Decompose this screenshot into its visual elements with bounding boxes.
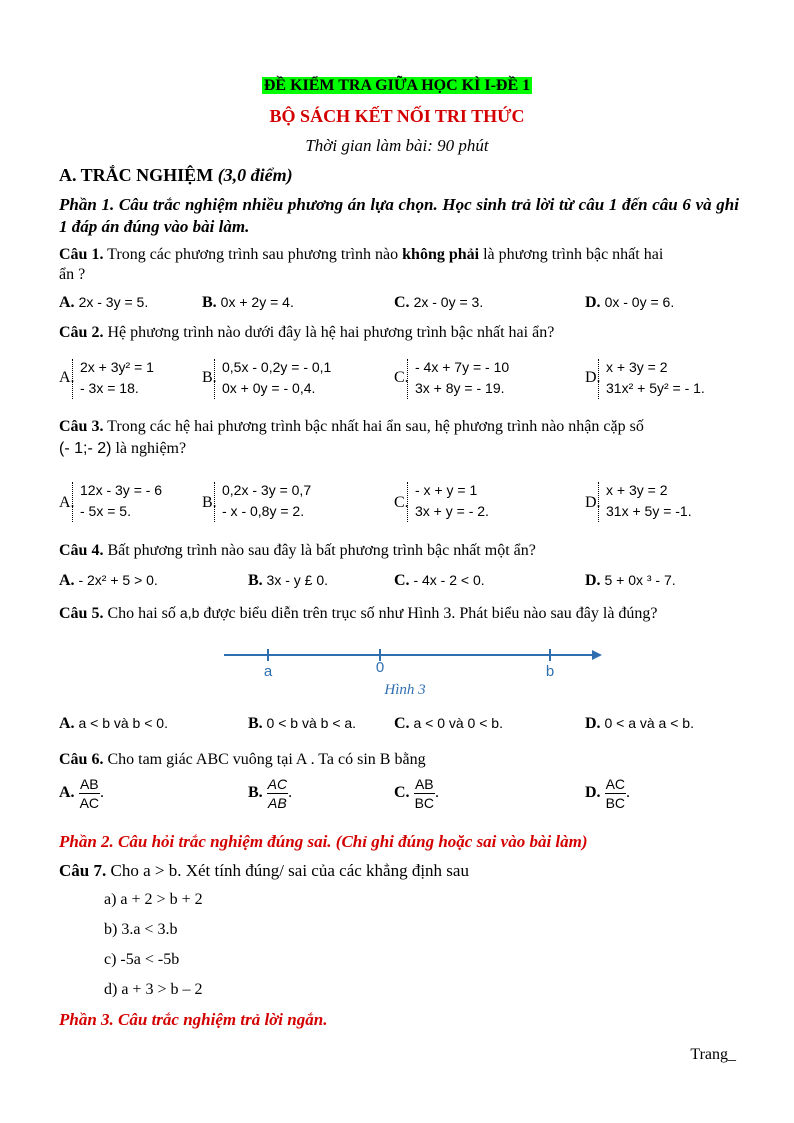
part3-heading: Phần 3. Câu trắc nghiệm trả lời ngắn. — [59, 1010, 328, 1029]
q1-line2: ẩn ? — [59, 266, 86, 283]
q3-line2: (- 1;- 2) là nghiệm? — [59, 440, 187, 457]
q4-option-b[interactable]: B. 3x - y £ 0. — [248, 572, 329, 589]
q6-text: Câu 6. Cho tam giác ABC vuông tại A . Ta có sin B bằng — [59, 751, 426, 768]
q5-option-c[interactable]: C. a < 0 và 0 < b. — [394, 715, 503, 732]
q3-option-c-system: - x + y = 1 3x + y = - 2. — [407, 480, 489, 522]
q3-option-b-system: 0,2x - 3y = 0,7 - x - 0,8y = 2. — [214, 480, 311, 522]
q4-text: Câu 4. Bất phương trình nào sau đây là bất phương trình bậc nhất một ẩn? — [59, 542, 536, 559]
q7-item-c: c) -5a < -5b — [104, 951, 180, 968]
q2-option-c-system: - 4x + 7y = - 10 3x + 8y = - 19. — [407, 357, 509, 399]
number-line-arrow — [592, 650, 602, 660]
q7-item-b: b) 3.a < 3.b — [104, 921, 178, 938]
q4-option-c[interactable]: C. - 4x - 2 < 0. — [394, 572, 485, 589]
label-a: a — [263, 663, 273, 680]
exam-time: Thời gian làm bài: 90 phút — [305, 136, 489, 155]
part2-heading: Phần 2. Câu hỏi trắc nghiệm đúng sai. (Chỉ ghi đúng hoặc sai vào bài làm) — [59, 832, 588, 851]
q3-option-a-system: 12x - 3y = - 6 - 5x = 5. — [72, 480, 162, 522]
q7-text: Câu 7. Cho a > b. Xét tính đúng/ sai của các khẳng định sau — [59, 861, 469, 880]
q2-text: Câu 2. Hệ phương trình nào dưới đây là hệ hai phương trình bậc nhất hai ẩn? — [59, 324, 555, 341]
q1-line1: Câu 1. Trong các phương trình sau phương trình nào không phải là phương trình bậc nhất hai — [59, 246, 664, 263]
q5-option-d[interactable]: D. 0 < a và a < b. — [585, 715, 694, 732]
q5-option-a[interactable]: A. a < b và b < 0. — [59, 715, 168, 732]
exam-subtitle: BỘ SÁCH KẾT NỐI TRI THỨC — [269, 106, 525, 126]
q6-option-a[interactable]: A. $\frac{AB}{AC}$ . — [59, 776, 105, 811]
q5-option-b[interactable]: B. 0 < b và b < a. — [248, 715, 357, 732]
q7-item-a: a) a + 2 > b + 2 — [104, 891, 203, 908]
q3-option-d-system: x + 3y = 2 31x + 5y = -1. — [598, 480, 692, 522]
q1-option-d[interactable]: D. 0x - 0y = 6. — [585, 294, 675, 311]
q3-option-c-label[interactable]: C. — [394, 494, 409, 511]
q3-option-a-label[interactable]: A. — [59, 494, 75, 511]
q2-option-d-system: x + 3y = 2 31x² + 5y² = - 1. — [598, 357, 705, 399]
page-footer: Trang_ — [690, 1046, 736, 1063]
q3-option-d-label[interactable]: D. — [585, 494, 601, 511]
part1-heading: Phần 1. Câu trắc nghiệm nhiều phương án lựa chọn. Học sinh trả lời từ câu 1 đến câu 6 và ghi 1 đáp án đúng vào bài làm. — [59, 195, 739, 236]
q3-line1: Câu 3. Trong các hệ hai phương trình bậc nhất hai ẩn sau, hệ phương trình nào nhận cặp số — [59, 418, 644, 435]
exam-title: ĐỀ KIỂM TRA GIỮA HỌC KÌ I-ĐỀ 1 — [263, 77, 531, 94]
q1-option-c[interactable]: C. 2x - 0y = 3. — [394, 294, 484, 311]
q4-option-d[interactable]: D. 5 + 0x ³ - 7. — [585, 572, 676, 589]
section-a-heading: A. TRẮC NGHIỆM (3,0 điểm) — [59, 165, 293, 185]
q6-option-d[interactable]: D. $\frac{AC}{BC}$ . — [585, 776, 631, 811]
q2-option-a-label[interactable]: A. — [59, 369, 75, 386]
label-zero: 0 — [375, 659, 385, 676]
figure-caption: Hình 3 — [384, 682, 426, 698]
q5-text: Câu 5. Cho hai số a,b được biểu diễn trên trục số như Hình 3. Phát biểu nào sau đây là đúng? — [59, 605, 658, 622]
q2-option-a-system: 2x + 3y² = 1 - 3x = 18. — [72, 357, 154, 399]
number-line-figure — [220, 645, 605, 700]
q7-item-d: d) a + 3 > b – 2 — [104, 981, 203, 998]
q4-option-a[interactable]: A. - 2x² + 5 > 0. — [59, 572, 158, 589]
label-b: b — [545, 663, 555, 680]
q2-option-d-label[interactable]: D. — [585, 369, 601, 386]
q1-option-a[interactable]: A. 2x - 3y = 5. — [59, 294, 149, 311]
q1-option-b[interactable]: B. 0x + 2y = 4. — [202, 294, 294, 311]
q6-option-c[interactable]: C. $\frac{AB}{BC}$ . — [394, 776, 440, 811]
q6-option-b[interactable]: B. $\frac{AC}{AB}$ . — [248, 776, 293, 811]
q2-option-b-label[interactable]: B. — [202, 369, 217, 386]
q3-option-b-label[interactable]: B. — [202, 494, 217, 511]
q2-option-b-system: 0,5x - 0,2y = - 0,1 0x + 0y = - 0,4. — [214, 357, 331, 399]
q2-option-c-label[interactable]: C. — [394, 369, 409, 386]
